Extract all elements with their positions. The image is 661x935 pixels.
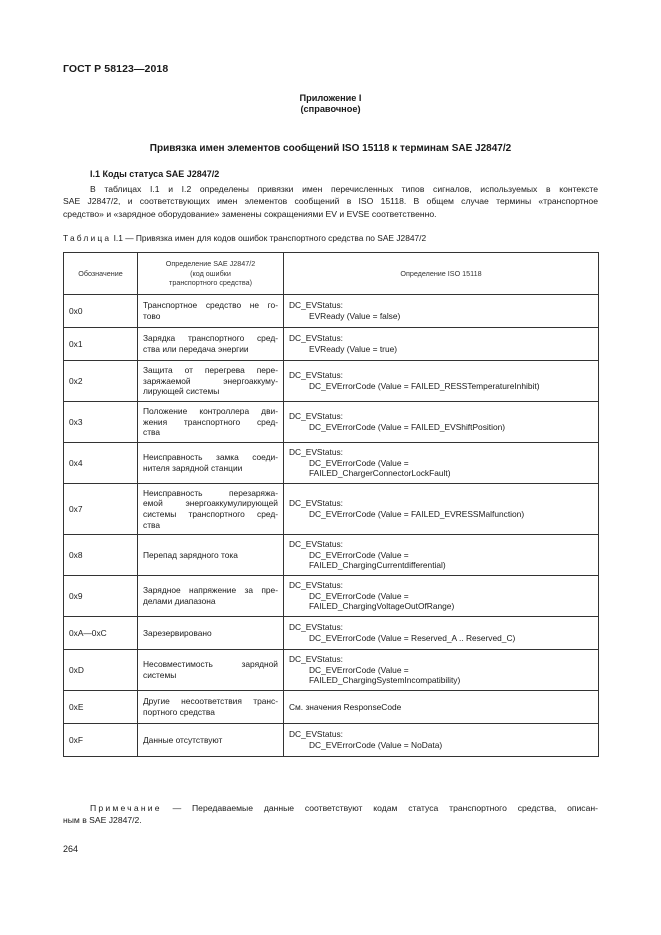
cell-line: DC_EVStatus: (289, 622, 343, 633)
intro-line: В таблицах I.1 и I.2 определены привязки имен перечисленных типов сигналов, используемых в контексте (90, 184, 598, 194)
cell-code: 0xD (64, 650, 138, 691)
cell-sae-definition (138, 402, 284, 443)
cell-line: Несовместимость зарядной (143, 659, 278, 670)
table-row (64, 650, 599, 691)
note-text: — Передаваемые данные соответствуют кодам статуса транспортного средства, описан- (161, 803, 598, 813)
cell-line: DC_EVStatus: (289, 498, 343, 509)
cell-line: ства (143, 519, 161, 530)
cell-line: заряжаемой энергоаккуму- (143, 375, 278, 386)
cell-line: тово (143, 311, 161, 321)
cell-line: DC_EVStatus: (289, 411, 343, 422)
cell-iso-definition (284, 361, 599, 402)
cell-line: FAILED_ChargerConnectorLockFault) (309, 468, 451, 479)
table-row (64, 535, 599, 576)
table-row (64, 484, 599, 535)
table-body (64, 295, 599, 757)
cell-line: DC_EVStatus: (289, 447, 343, 458)
error-code-table (63, 252, 599, 757)
table-row (64, 691, 599, 724)
table-row (64, 443, 599, 484)
cell-sae-definition (138, 691, 284, 724)
cell-code: 0xA—0xC (64, 617, 138, 650)
cell-line: Транспортное средство не го- (143, 300, 278, 311)
annex-title: Приложение I (299, 93, 362, 103)
cell-iso-definition (284, 650, 599, 691)
cell-iso-definition (284, 535, 599, 576)
cell-line: Положение контроллера дви- (143, 406, 278, 417)
cell-line: Другие несоответствия транс- (143, 696, 278, 707)
cell-line: портного средства (143, 707, 215, 717)
cell-line: системы транспортного сред- (143, 509, 278, 519)
cell-line: DC_EVErrorCode (Value = (309, 549, 409, 560)
cell-line: Зарядка транспортного сред- (143, 333, 278, 344)
cell-line: DC_EVErrorCode (Value = FAILED_EVRESSMalfunction) (309, 509, 525, 519)
table-row (64, 361, 599, 402)
cell-line: лирующей системы (143, 386, 220, 397)
cell-line: EVReady (Value = false) (309, 311, 401, 321)
cell-line: Неисправность замка соеди- (143, 452, 278, 463)
header-sae-definition (138, 253, 284, 295)
intro-line: SAE J2847/2, и соответствующих имен элементов сообщений в ISO 15118. В общем случае термины «транспортное (63, 196, 598, 207)
table-row (64, 576, 599, 617)
cell-line: FAILED_ChargingVoltageOutOfRange) (309, 601, 455, 612)
cell-iso-definition (284, 484, 599, 535)
cell-code: 0x4 (64, 443, 138, 484)
cell-line: ства (143, 427, 161, 438)
cell-line: DC_EVStatus: (289, 539, 343, 550)
cell-code: 0xE (64, 691, 138, 724)
table-row (64, 328, 599, 361)
cell-code: 0x0 (64, 295, 138, 328)
header-line: (код ошибки (190, 268, 231, 278)
cell-iso-definition (284, 576, 599, 617)
note-label: Примечание (90, 803, 162, 813)
cell-iso-definition (284, 328, 599, 361)
cell-iso-definition (284, 295, 599, 328)
section-heading: I.1 Коды статуса SAE J2847/2 (90, 169, 220, 179)
cell-code: 0x3 (64, 402, 138, 443)
cell-line: DC_EVErrorCode (Value = (309, 457, 409, 468)
header-designation: Обозначение (64, 253, 138, 295)
table-caption-label: Таблица (63, 233, 112, 243)
cell-line: DC_EVStatus: (289, 729, 343, 740)
cell-iso-definition (284, 691, 599, 724)
cell-iso-definition (284, 617, 599, 650)
cell-line: жения транспортного сред- (143, 416, 278, 427)
cell-line: DC_EVErrorCode (Value = (309, 590, 409, 601)
cell-line: системы (143, 670, 177, 680)
cell-iso-definition (284, 402, 599, 443)
cell-line: Зарезервировано (143, 627, 212, 638)
cell-code: 0x8 (64, 535, 138, 576)
note-text-cont: ным в SAE J2847/2. (63, 815, 142, 826)
cell-line: Данные отсутствуют (143, 734, 223, 745)
cell-sae-definition (138, 724, 284, 757)
annex-main-title: Привязка имен элементов сообщений ISO 15118 к терминам SAE J2847/2 (149, 143, 512, 154)
cell-line: Неисправность перезаряжа- (143, 487, 278, 498)
header-iso-definition: Определение ISO 15118 (284, 253, 599, 295)
annex-subtitle: (справочное) (300, 104, 361, 114)
cell-sae-definition (138, 295, 284, 328)
cell-line: DC_EVStatus: (289, 333, 343, 344)
table-row (64, 724, 599, 757)
cell-sae-definition (138, 617, 284, 650)
cell-line: емой энергоаккумулирующей (143, 498, 278, 509)
cell-line: ства или передача энергии (143, 344, 249, 354)
cell-sae-definition (138, 484, 284, 535)
cell-line: DC_EVErrorCode (Value = FAILED_RESSTemperatureInhibit) (309, 381, 540, 391)
cell-code: 0x7 (64, 484, 138, 535)
page-number: 264 (63, 844, 79, 854)
cell-iso-definition (284, 724, 599, 757)
cell-iso-definition (284, 443, 599, 484)
cell-code: 0x2 (64, 361, 138, 402)
cell-line: FAILED_ChargingCurrentdifferential) (309, 560, 446, 571)
cell-line: Перепад зарядного тока (143, 549, 238, 560)
cell-sae-definition (138, 443, 284, 484)
cell-line: Зарядное напряжение за пре- (143, 585, 278, 596)
cell-code: 0xF (64, 724, 138, 757)
header-line: Определение SAE J2847/2 (165, 259, 256, 269)
cell-line: DC_EVErrorCode (Value = Reserved_A .. Reserved_C) (309, 633, 516, 643)
cell-line: DC_EVErrorCode (Value = (309, 664, 409, 675)
table-row (64, 617, 599, 650)
table-header-row (64, 253, 599, 295)
cell-line: делами диапазона (143, 596, 216, 606)
table-row (64, 402, 599, 443)
table-caption (63, 233, 426, 243)
cell-code: 0x9 (64, 576, 138, 617)
cell-line: DC_EVStatus: (289, 654, 343, 665)
table-note (63, 802, 598, 827)
cell-line: нителя зарядной станции (143, 463, 243, 473)
cell-line: См. значения ResponseCode (289, 701, 402, 712)
cell-sae-definition (138, 361, 284, 402)
cell-line: EVReady (Value = true) (309, 344, 398, 354)
document-header: ГОСТ Р 58123—2018 (63, 63, 169, 75)
cell-sae-definition (138, 328, 284, 361)
header-line: транспортного средства) (169, 278, 252, 288)
cell-sae-definition (138, 650, 284, 691)
cell-line: DC_EVStatus: (289, 580, 343, 591)
cell-line: DC_EVStatus: (289, 370, 343, 381)
cell-sae-definition (138, 535, 284, 576)
cell-line: Защита от перегрева пере- (143, 365, 278, 376)
cell-sae-definition (138, 576, 284, 617)
table-caption-text: I.1 — Привязка имен для кодов ошибок транспортного средства по SAE J2847/2 (111, 233, 427, 243)
cell-code: 0x1 (64, 328, 138, 361)
cell-line: DC_EVErrorCode (Value = FAILED_EVShiftPosition) (309, 422, 506, 432)
cell-line: FAILED_ChargingSystemIncompatibility) (309, 675, 461, 686)
cell-line: DC_EVStatus: (289, 300, 343, 311)
intro-paragraph (63, 183, 598, 220)
intro-line: средство» и «зарядное оборудование» заменены сокращениями EV и EVSE соответственно. (63, 208, 437, 219)
table-row (64, 295, 599, 328)
cell-line: DC_EVErrorCode (Value = NoData) (309, 740, 443, 750)
